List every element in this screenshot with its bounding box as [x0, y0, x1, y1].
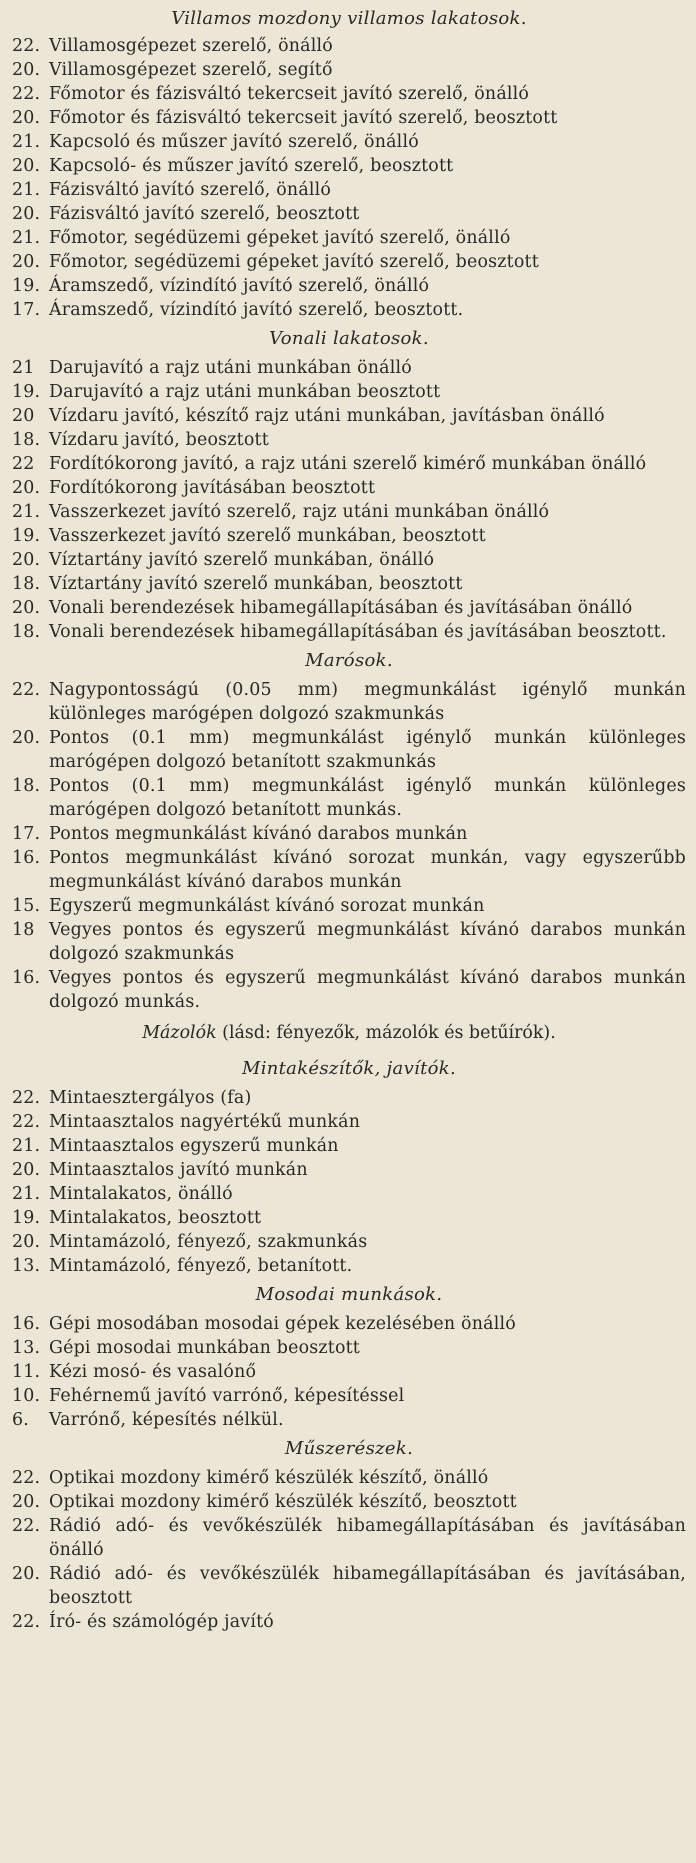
list-item [12, 404, 686, 428]
job-title-text: Fehérnemű javító varrónő, képesítéssel [49, 1386, 405, 1406]
list-item [12, 356, 686, 380]
wage-category-number: 20. [12, 1232, 41, 1252]
wage-category-number: 20. [12, 598, 41, 618]
job-title-text: Fordítókorong javító, a rajz utáni szerelő kimérő munkában önálló [49, 454, 647, 474]
job-title-text: Vonali berendezések hibamegállapításában és javításában önálló [49, 598, 633, 618]
list-item [12, 1182, 686, 1206]
note-title: Mázolók [142, 1023, 217, 1043]
wage-category-number: 19. [12, 276, 41, 296]
wage-category-number: 15. [12, 896, 41, 916]
job-title-text: Vízdaru javító, beosztott [49, 430, 269, 450]
list-item [12, 620, 686, 644]
list-item [12, 966, 686, 1014]
list-item [12, 82, 686, 106]
list-item [12, 202, 686, 226]
job-title-text: Kapcsoló- és műszer javító szerelő, beosztott [49, 156, 454, 176]
job-title-text: Gépi mosodai munkában beosztott [49, 1338, 360, 1358]
job-title-text: Vízdaru javító, készítő rajz utáni munkában, javításban önálló [49, 406, 605, 426]
job-title-text: Főmotor és fázisváltó tekercseit javító szerelő, önálló [49, 84, 530, 104]
list-item [12, 1206, 686, 1230]
job-title-text: Kézi mosó- és vasalónő [49, 1362, 257, 1382]
wage-category-number: 18. [12, 622, 41, 642]
wage-category-number: 22. [12, 1612, 41, 1632]
job-title-text: Vasszerkezet javító szerelő munkában, beosztott [49, 526, 486, 546]
job-title-text: Fordítókorong javításában beosztott [49, 478, 376, 498]
job-title-text: Mintalakatos, önálló [49, 1184, 233, 1204]
list-item [12, 154, 686, 178]
job-title-text: Főmotor, segédüzemi gépeket javító szerelő, beosztott [49, 252, 539, 272]
wage-category-number: 18 [12, 920, 35, 940]
wage-category-number: 20. [12, 204, 41, 224]
job-title-text: Optikai mozdony kimérő készülék készítő, önálló [49, 1468, 489, 1488]
list-item [12, 1384, 686, 1408]
list-item [12, 1490, 686, 1514]
job-title-text: Fázisváltó javító szerelő, beosztott [49, 204, 360, 224]
list-item [12, 1408, 686, 1432]
list-item [12, 380, 686, 404]
wage-category-number: 18. [12, 574, 41, 594]
list-item [12, 1466, 686, 1490]
list-item [12, 250, 686, 274]
wage-category-number: 21. [12, 1184, 41, 1204]
list-item [12, 596, 686, 620]
wage-category-number: 20 [12, 406, 35, 426]
list-item [12, 678, 686, 726]
list-item [12, 1086, 686, 1110]
list-item [12, 524, 686, 548]
list-item [12, 1514, 686, 1562]
list-item [12, 726, 686, 774]
job-title-text: Egyszerű megmunkálást kívánó sorozat munkán [49, 896, 485, 916]
job-title-text: Vasszerkezet javító szerelő, rajz utáni munkában önálló [49, 502, 550, 522]
list-item [12, 1230, 686, 1254]
wage-category-number: 21. [12, 132, 41, 152]
wage-category-number: 16. [12, 1314, 41, 1334]
cross-reference-note [12, 1014, 686, 1052]
wage-category-number: 22. [12, 84, 41, 104]
job-title-text: Mintamázoló, fényező, betanított. [49, 1256, 353, 1276]
wage-category-number: 22. [12, 1088, 41, 1108]
job-title-text: Darujavító a rajz utáni munkában önálló [49, 358, 412, 378]
list-item [12, 178, 686, 202]
section-heading: Villamos mozdony villamos lakatosok. [171, 8, 527, 29]
list-item [12, 274, 686, 298]
list-item [12, 846, 686, 894]
job-title-text: Optikai mozdony kimérő készülék készítő, beosztott [49, 1492, 517, 1512]
wage-category-number: 21. [12, 180, 41, 200]
wage-category-number: 21. [12, 228, 41, 248]
wage-category-number: 20. [12, 550, 41, 570]
wage-category-number: 18. [12, 776, 41, 796]
job-title-text: Író- és számológép javító [49, 1612, 274, 1632]
wage-category-number: 17. [12, 824, 41, 844]
job-title-text: Mintaesztergályos (fa) [49, 1088, 252, 1108]
job-title-text: Áramszedő, vízindító javító szerelő, önálló [49, 276, 430, 296]
job-title-text: Mintaasztalos javító munkán [49, 1160, 308, 1180]
wage-category-number: 20. [12, 156, 41, 176]
wage-category-number: 20. [12, 478, 41, 498]
list-item [12, 548, 686, 572]
wage-category-number: 16. [12, 968, 41, 988]
list-item [12, 130, 686, 154]
list-item [12, 226, 686, 250]
list-item [12, 1562, 686, 1610]
job-title-text: Mintaasztalos nagyértékű munkán [49, 1112, 361, 1132]
note-text: (lásd: fényezők, mázolók és betűírók). [216, 1023, 556, 1043]
wage-category-number: 22. [12, 36, 41, 56]
list-item [12, 572, 686, 596]
job-title-text: Pontos (0.1 mm) megmunkálást igénylő munkán különleges marógépen dolgozó betanított szakmunkás [49, 728, 686, 772]
wage-category-number: 20. [12, 108, 41, 128]
list-item [12, 1158, 686, 1182]
job-title-text: Pontos megmunkálást kívánó darabos munkán [49, 824, 468, 844]
job-title-text: Mintalakatos, beosztott [49, 1208, 262, 1228]
wage-category-number: 22 [12, 454, 35, 474]
wage-category-number: 19. [12, 1208, 41, 1228]
job-title-text: Pontos megmunkálást kívánó sorozat munkán, vagy egyszerűbb megmunkálást kívánó darabos munkán [49, 848, 686, 892]
wage-category-number: 22. [12, 1468, 41, 1488]
wage-category-number: 13. [12, 1256, 41, 1276]
section-heading: Marósok. [305, 650, 393, 671]
job-title-text: Rádió adó- és vevőkészülék hibamegállapításában és javításában, beosztott [49, 1564, 686, 1608]
list-item [12, 476, 686, 500]
job-title-text: Vonali berendezések hibamegállapításában és javításában beosztott. [49, 622, 667, 642]
job-title-text: Rádió adó- és vevőkészülék hibamegállapításában és javításában önálló [49, 1516, 686, 1560]
wage-category-number: 22. [12, 1516, 41, 1536]
wage-category-number: 16. [12, 848, 41, 868]
wage-category-number: 19. [12, 382, 41, 402]
job-title-text: Pontos (0.1 mm) megmunkálást igénylő munkán különleges marógépen dolgozó betanított munkás. [49, 776, 686, 820]
job-title-text: Kapcsoló és műszer javító szerelő, önálló [49, 132, 419, 152]
wage-category-number: 20. [12, 1564, 41, 1584]
list-item [12, 106, 686, 130]
list-item [12, 1134, 686, 1158]
job-title-text: Főmotor és fázisváltó tekercseit javító szerelő, beosztott [49, 108, 558, 128]
list-item [12, 1254, 686, 1278]
list-item [12, 822, 686, 846]
wage-category-number: 20. [12, 252, 41, 272]
list-item [12, 500, 686, 524]
list-item [12, 1336, 686, 1360]
job-title-text: Víztartány javító szerelő munkában, önálló [49, 550, 435, 570]
job-title-text: Darujavító a rajz utáni munkában beosztott [49, 382, 441, 402]
job-title-text: Varrónő, képesítés nélkül. [49, 1410, 284, 1430]
wage-category-number: 20. [12, 1492, 41, 1512]
wage-category-number: 21 [12, 358, 35, 378]
list-item [12, 774, 686, 822]
job-title-text: Gépi mosodában mosodai gépek kezelésében önálló [49, 1314, 516, 1334]
list-item [12, 1312, 686, 1336]
job-title-text: Fázisváltó javító szerelő, önálló [49, 180, 332, 200]
job-title-text: Vegyes pontos és egyszerű megmunkálást kívánó darabos munkán dolgozó munkás. [49, 968, 686, 1012]
wage-category-number: 10. [12, 1386, 41, 1406]
wage-category-number: 20. [12, 1160, 41, 1180]
wage-category-number: 19. [12, 526, 41, 546]
job-title-text: Mintamázoló, fényező, szakmunkás [49, 1232, 368, 1252]
job-title-text: Villamosgépezet szerelő, önálló [49, 36, 333, 56]
section-heading: Vonali lakatosok. [269, 328, 429, 349]
wage-category-number: 22. [12, 1112, 41, 1132]
list-item [12, 428, 686, 452]
list-item [12, 298, 686, 322]
job-title-text: Nagypontosságú (0.05 mm) megmunkálást igénylő munkán különleges marógépen dolgozó szakmunkás [49, 680, 686, 724]
job-title-text: Főmotor, segédüzemi gépeket javító szerelő, önálló [49, 228, 511, 248]
job-title-text: Vegyes pontos és egyszerű megmunkálást kívánó darabos munkán dolgozó szakmunkás [49, 920, 686, 964]
list-item [12, 1110, 686, 1134]
job-title-text: Villamosgépezet szerelő, segítő [49, 60, 333, 80]
wage-category-number: 22. [12, 680, 41, 700]
list-item [12, 1610, 686, 1634]
section-heading: Műszerészek. [284, 1438, 414, 1459]
wage-category-number: 21. [12, 1136, 41, 1156]
section-heading: Mintakészítők, javítók. [241, 1058, 457, 1079]
job-title-text: Mintaasztalos egyszerű munkán [49, 1136, 339, 1156]
wage-category-number: 17. [12, 300, 41, 320]
job-title-text: Víztartány javító szerelő munkában, beosztott [49, 574, 463, 594]
list-item [12, 894, 686, 918]
wage-category-number: 13. [12, 1338, 41, 1358]
wage-category-number: 20. [12, 60, 41, 80]
list-item [12, 1360, 686, 1384]
wage-category-number: 21. [12, 502, 41, 522]
list-item [12, 58, 686, 82]
wage-category-number: 6. [12, 1410, 29, 1430]
wage-category-number: 18. [12, 430, 41, 450]
wage-category-number: 20. [12, 728, 41, 748]
list-item [12, 34, 686, 58]
section-heading: Mosodai munkások. [255, 1284, 443, 1305]
list-item [12, 452, 686, 476]
list-item [12, 918, 686, 966]
job-title-text: Áramszedő, vízindító javító szerelő, beosztott. [49, 300, 464, 320]
wage-category-number: 11. [12, 1362, 41, 1382]
